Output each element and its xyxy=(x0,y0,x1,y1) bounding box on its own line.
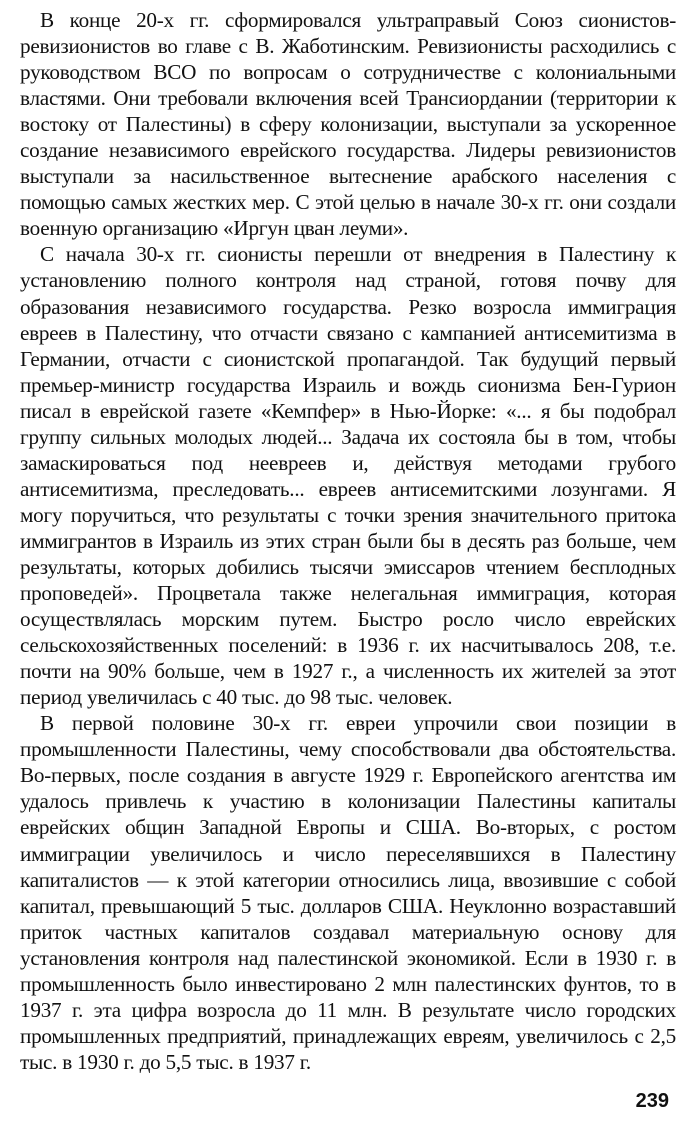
paragraph-immigration: С начала 30-х гг. сионисты перешли от внедрения в Палестину к установлению полного контроля над страной, готовя почву для образования независимого государства. Резко возросла иммиграция евреев в Палестину, что отчасти связано с кампанией антисемитизма в Германии, отчасти с сионистской пропагандой. Так будущий первый премьер-министр государства Израиль и вождь сионизма Бен-Гурион писал в еврейской газете «Кемпфер» в Нью-Йорке: «... я бы подобрал группу сильных молодых людей... Задача их состояла бы в том, чтобы замаскироваться под неевреев и, действуя методами грубого антисемитизма, преследовать... евреев антисемитскими лозунгами. Я могу поручиться, что результаты с точки зрения значительного притока иммигрантов в Израиль из этих стран были бы в десять раз больше, чем результаты, которых добились тысячи эмиссаров чтением бесплодных проповедей». Процветала также нелегальная иммиграция, которая осуществлялась морским путем. Быстро росло число еврейских сельскохозяйственных поселений: в 1936 г. их насчитывалось 208, т.е. почти на 90% больше, чем в 1927 г., а численность их жителей за этот период увеличилась с 40 тыс. до 98 тыс. человек. xyxy=(20,242,676,710)
paragraph-industry: В первой половине 30-х гг. евреи упрочили свои позиции в промышленности Палестины, чему способствовали два обстоятельства. Во-первых, после создания в августе 1929 г. Европейского агентства им удалось привлечь к участию в колонизации Палестины капиталы еврейских общин Западной Европы и США. Во-вторых, с ростом иммиграции увеличилось и число переселявшихся в Палестину капиталистов — к этой категории относились лица, ввозившие с собой капитал, превышающий 5 тыс. долларов США. Неуклонно возраставший приток частных капиталов создавал материальную основу для установления контроля над палестинской экономикой. Если в 1930 г. в промышленность было инвестировано 2 млн палестинских фунтов, то в 1937 г. эта цифра возросла до 11 млн. В результате число городских промышленных предприятий, принадлежащих евреям, увеличилось с 2,5 тыс. в 1930 г. до 5,5 тыс. в 1937 г. xyxy=(20,711,676,1074)
page-text xyxy=(20,7,676,1075)
page-number: 239 xyxy=(635,1090,669,1112)
paragraph-revisionists: В конце 20-х гг. сформировался ультраправый Союз сионистов-ревизионистов во главе с В. Жаботинским. Ревизионисты расходились с руководством ВСО по вопросам о сотрудничестве с колониальными властями. Они требовали включения всей Трансиордании (территории к востоку от Палестины) в сферу колонизации, выступали за ускоренное создание независимого еврейского государства. Лидеры ревизионистов выступали за насильственное вытеснение арабского населения с помощью самых жестких мер. С этой целью в начале 30-х гг. они создали военную организацию «Иргун цван леуми». xyxy=(20,8,676,241)
